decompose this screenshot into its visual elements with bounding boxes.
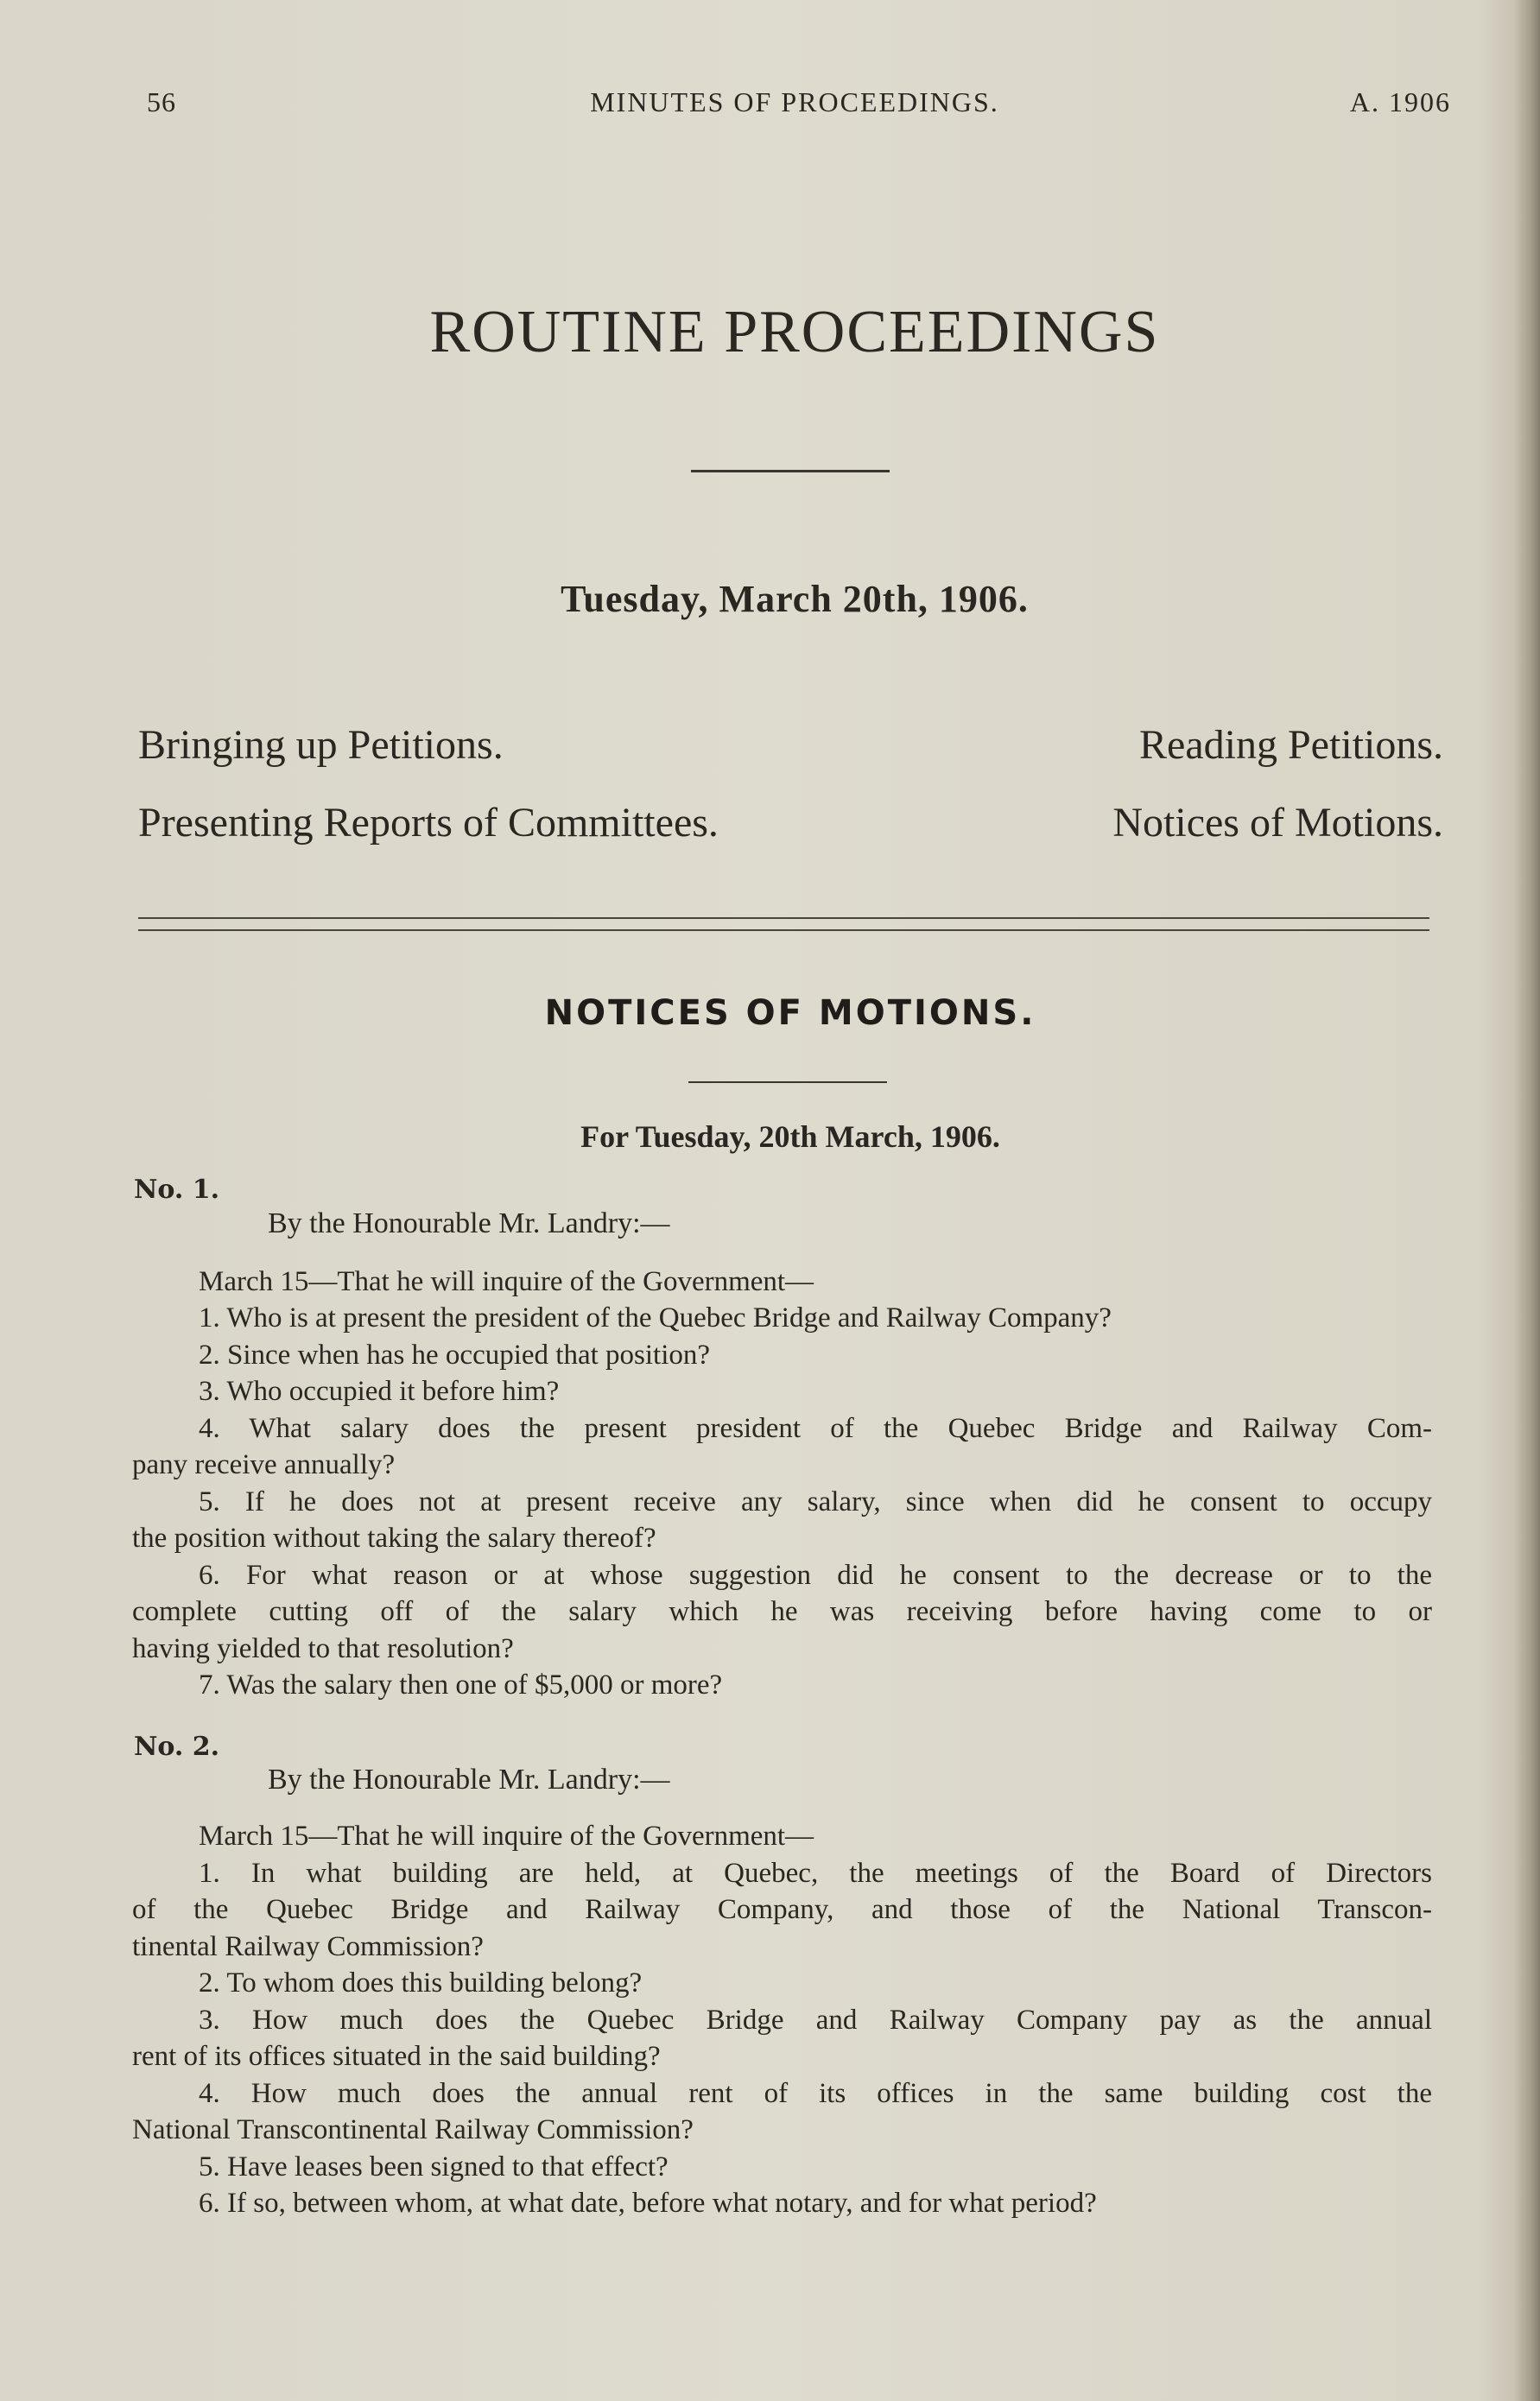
notice-line: having yielded to that resolution? (132, 1633, 514, 1664)
page-title: ROUTINE PROCEEDINGS (429, 299, 1160, 365)
notice-line: rent of its offices situated in the said building? (132, 2041, 661, 2072)
running-head-year: A. 1906 (1349, 86, 1451, 117)
section-divider (138, 917, 1429, 931)
notice-line: 1. Who is at present the president of the Quebec Bridge and Railway Company? (199, 1302, 1112, 1334)
running-head-title: MINUTES OF PROCEEDINGS. (590, 86, 999, 117)
notice-line: 2. Since when has he occupied that position? (199, 1340, 711, 1371)
routine-item-reading-petitions: Reading Petitions. (1139, 722, 1443, 768)
notice-line: of the Quebec Bridge and Railway Company, and those of the National Transcon- (132, 1894, 1432, 1925)
notice-number: No. 2. (134, 1732, 220, 1762)
notice-line: the position without taking the salary thereof? (132, 1523, 656, 1554)
notice-line: 6. If so, between whom, at what date, before what notary, and for what period? (199, 2188, 1097, 2219)
running-head (138, 86, 1451, 121)
notice-line: National Transcontinental Railway Commission? (132, 2114, 694, 2145)
for-date-line: For Tuesday, 20th March, 1906. (580, 1119, 1000, 1154)
notices-rule (688, 1081, 887, 1083)
notice-line: 4. How much does the annual rent of its offices in the same building cost the (199, 2078, 1432, 2109)
notice-line: 3. Who occupied it before him? (199, 1376, 560, 1407)
notice-mover: By the Honourable Mr. Landry:— (268, 1207, 670, 1239)
page-number: 56 (147, 86, 176, 117)
date-heading: Tuesday, March 20th, 1906. (561, 578, 1029, 620)
notice-number: No. 1. (134, 1175, 220, 1205)
routine-item-notices-of-motions: Notices of Motions. (1112, 800, 1443, 846)
notice-line: tinental Railway Commission? (132, 1931, 484, 1962)
notice-line: 4. What salary does the present president of the Quebec Bridge and Railway Com- (199, 1413, 1432, 1444)
notice-line: 7. Was the salary then one of $5,000 or more? (199, 1669, 723, 1701)
notice-line: 1. In what building are held, at Quebec, the meetings of the Board of Directors (199, 1858, 1432, 1889)
notice-line: 2. To whom does this building belong? (199, 1967, 643, 1999)
notice-line: 6. For what reason or at whose suggestion did he consent to the decrease or to the (199, 1560, 1432, 1591)
routine-item-bringing-up-petitions: Bringing up Petitions. (138, 722, 504, 768)
title-rule (691, 470, 890, 472)
notice-line: complete cutting off of the salary which he was receiving before having come to or (132, 1596, 1432, 1627)
notice-line: March 15—That he will inquire of the Government— (199, 1266, 814, 1297)
notice-line: pany receive annually? (132, 1449, 396, 1480)
routine-item-presenting-reports: Presenting Reports of Committees. (138, 800, 719, 846)
notices-heading: NOTICES OF MOTIONS. (544, 993, 1036, 1033)
notice-mover: By the Honourable Mr. Landry:— (268, 1764, 670, 1796)
notice-line: March 15—That he will inquire of the Government— (199, 1821, 814, 1852)
notice-line: 5. If he does not at present receive any salary, since when did he consent to occupy (199, 1486, 1432, 1517)
notice-line: 5. Have leases been signed to that effect? (199, 2151, 669, 2182)
notice-line: 3. How much does the Quebec Bridge and Railway Company pay as the annual (199, 2005, 1432, 2036)
